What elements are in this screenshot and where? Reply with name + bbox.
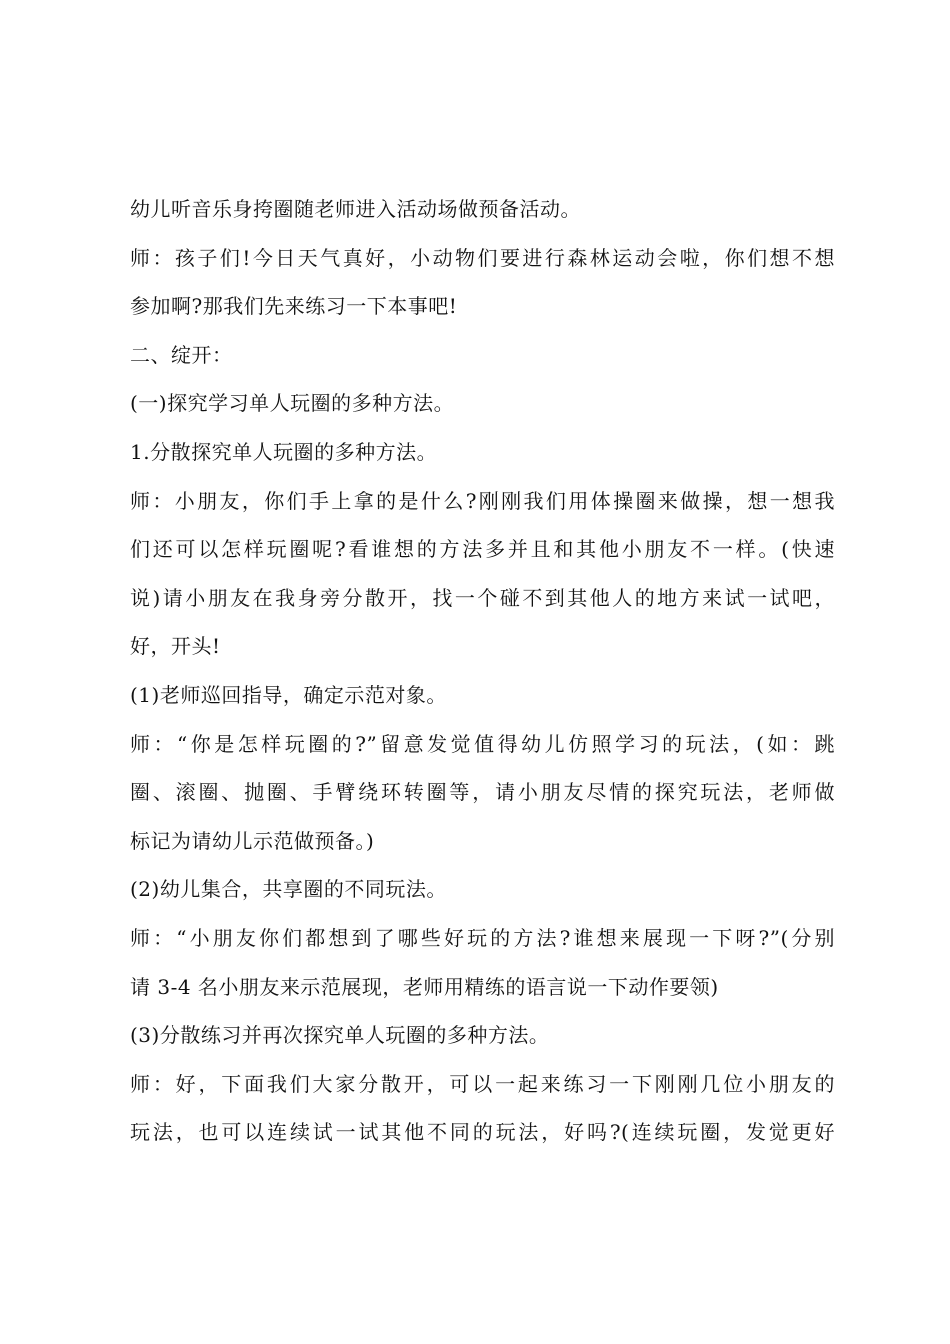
- text-line: 好，开头!: [130, 634, 221, 659]
- text-line: 师：小朋友，你们手上拿的是什么?刚刚我们用体操圈来做操，想一想我: [130, 488, 835, 513]
- section-heading: 二、绽开：: [130, 342, 233, 367]
- document-body: [130, 185, 835, 1157]
- text-line: 请 3-4 名小朋友来示范展现，老师用精练的语言说一下动作要领): [130, 974, 719, 999]
- text-line: 师：好，下面我们大家分散开，可以一起来练习一下刚刚几位小朋友的: [130, 1071, 835, 1096]
- text-line: 幼儿听音乐身挎圈随老师进入活动场做预备活动。: [130, 197, 581, 221]
- item-heading: (1)老师巡回指导，确定示范对象。: [130, 682, 447, 707]
- text-line: 参加啊?那我们先来练习一下本事吧!: [130, 294, 458, 319]
- text-line: 圈、滚圈、抛圈、手臂绕环转圈等，请小朋友尽情的探究玩法，老师做: [130, 780, 835, 805]
- text-line: 玩法，也可以连续试一试其他不同的玩法，好吗?(连续玩圈，发觉更好: [130, 1120, 835, 1145]
- text-line: 说)请小朋友在我身旁分散开，找一个碰不到其他人的地方来试一试吧，: [130, 585, 835, 610]
- text-line: 标记为请幼儿示范做预备。): [130, 828, 375, 853]
- text-line: 师：“小朋友你们都想到了哪些好玩的方法?谁想来展现一下呀?”(分别: [130, 925, 835, 950]
- subsection-heading: (一)探究学习单人玩圈的多种方法。: [130, 391, 455, 416]
- text-line: 师：“你是怎样玩圈的?”留意发觉值得幼儿仿照学习的玩法，(如：跳: [130, 731, 835, 756]
- item-heading: (3)分散练习并再次探究单人玩圈的多种方法。: [130, 1023, 550, 1048]
- item-heading: 1.分散探究单人玩圈的多种方法。: [130, 439, 438, 464]
- text-line: 师：孩子们!今日天气真好，小动物们要进行森林运动会啦，你们想不想: [130, 245, 835, 270]
- item-heading: (2)幼儿集合，共享圈的不同玩法。: [130, 877, 447, 902]
- text-line: 们还可以怎样玩圈呢?看谁想的方法多并且和其他小朋友不一样。(快速: [130, 537, 835, 562]
